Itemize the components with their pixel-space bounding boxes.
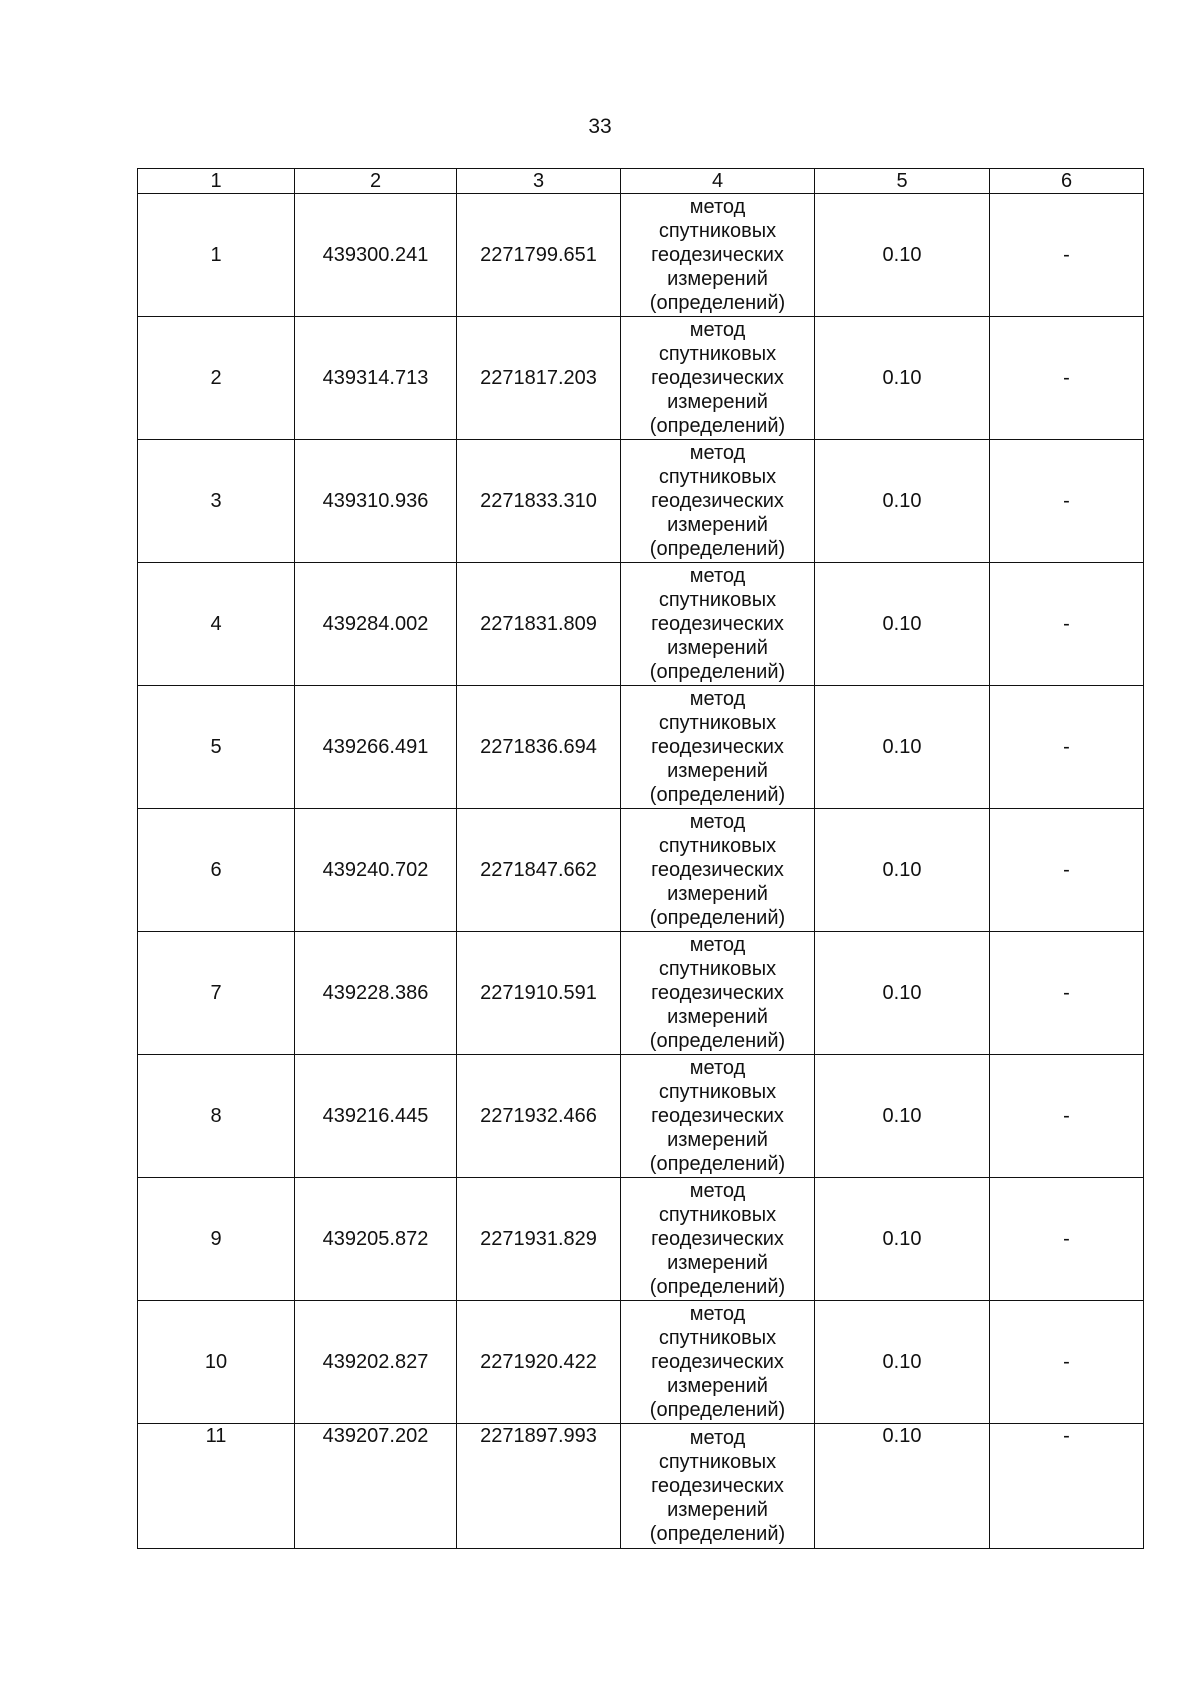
method-line: метод (689, 196, 746, 218)
method-line: измерений (667, 1006, 768, 1028)
method-line: геодезических (651, 613, 784, 635)
y-coordinate-cell: 2271910.591 (457, 932, 621, 1055)
method-line: метод (689, 811, 746, 833)
method-line: спутниковых (658, 1451, 777, 1473)
y-coordinate-cell: 2271932.466 (457, 1055, 621, 1178)
method-line: геодезических (651, 859, 784, 881)
x-coordinate-cell: 439228.386 (295, 932, 457, 1055)
method-line: спутниковых (658, 835, 777, 857)
y-coordinate-cell: 2271831.809 (457, 563, 621, 686)
point-number-cell: 6 (138, 809, 295, 932)
table-row (138, 1301, 1144, 1424)
method-cell (621, 1301, 815, 1424)
table-row (138, 809, 1144, 932)
method-line: геодезических (651, 244, 784, 266)
method-line: спутниковых (658, 958, 777, 980)
y-coordinate-cell: 2271833.310 (457, 440, 621, 563)
accuracy-cell: 0.10 (815, 317, 990, 440)
note-cell: - (990, 686, 1144, 809)
method-cell (621, 932, 815, 1055)
table-row (138, 1424, 1144, 1549)
method-cell (621, 563, 815, 686)
method-line: спутниковых (658, 220, 777, 242)
accuracy-cell: 0.10 (815, 440, 990, 563)
method-line: (определений) (649, 1523, 786, 1545)
method-cell (621, 1055, 815, 1178)
x-coordinate-cell: 439202.827 (295, 1301, 457, 1424)
x-coordinate-cell: 439314.713 (295, 317, 457, 440)
method-line: измерений (667, 1252, 768, 1274)
method-line: геодезических (651, 1475, 784, 1497)
column-header: 5 (815, 169, 990, 194)
y-coordinate-cell: 2271931.829 (457, 1178, 621, 1301)
point-number-cell: 2 (138, 317, 295, 440)
table-row (138, 440, 1144, 563)
note-cell: - (990, 1301, 1144, 1424)
point-number-cell: 11 (138, 1424, 295, 1549)
column-header: 6 (990, 169, 1144, 194)
method-cell (621, 194, 815, 317)
method-line: спутниковых (658, 1327, 777, 1349)
note-cell: - (990, 317, 1144, 440)
method-line: метод (689, 319, 746, 341)
method-line: измерений (667, 1129, 768, 1151)
column-header: 4 (621, 169, 815, 194)
accuracy-cell: 0.10 (815, 1178, 990, 1301)
note-cell: - (990, 1178, 1144, 1301)
point-number-cell: 3 (138, 440, 295, 563)
accuracy-cell: 0.10 (815, 686, 990, 809)
method-line: геодезических (651, 1228, 784, 1250)
method-line: (определений) (649, 661, 786, 683)
method-line: геодезических (651, 490, 784, 512)
table-row (138, 1055, 1144, 1178)
method-line: спутниковых (658, 712, 777, 734)
method-cell (621, 686, 815, 809)
table-header-row (138, 169, 1144, 194)
method-line: измерений (667, 637, 768, 659)
accuracy-cell: 0.10 (815, 932, 990, 1055)
accuracy-cell: 0.10 (815, 1424, 990, 1549)
point-number-cell: 8 (138, 1055, 295, 1178)
method-line: измерений (667, 514, 768, 536)
method-cell (621, 317, 815, 440)
method-cell (621, 1424, 815, 1549)
method-line: геодезических (651, 1351, 784, 1373)
accuracy-cell: 0.10 (815, 194, 990, 317)
method-cell (621, 809, 815, 932)
point-number-cell: 9 (138, 1178, 295, 1301)
page-number: 33 (588, 115, 612, 138)
note-cell: - (990, 1424, 1144, 1549)
y-coordinate-cell: 2271847.662 (457, 809, 621, 932)
method-line: (определений) (649, 1399, 786, 1421)
point-number-cell: 10 (138, 1301, 295, 1424)
y-coordinate-cell: 2271817.203 (457, 317, 621, 440)
column-header: 2 (295, 169, 457, 194)
method-line: измерений (667, 1499, 768, 1521)
column-header: 1 (138, 169, 295, 194)
method-line: измерений (667, 268, 768, 290)
method-line: (определений) (649, 1276, 786, 1298)
x-coordinate-cell: 439207.202 (295, 1424, 457, 1549)
point-number-cell: 4 (138, 563, 295, 686)
note-cell: - (990, 440, 1144, 563)
x-coordinate-cell: 439240.702 (295, 809, 457, 932)
point-number-cell: 7 (138, 932, 295, 1055)
note-cell: - (990, 1055, 1144, 1178)
table-row (138, 686, 1144, 809)
method-line: метод (689, 442, 746, 464)
note-cell: - (990, 563, 1144, 686)
table-row (138, 563, 1144, 686)
method-line: измерений (667, 760, 768, 782)
method-cell (621, 1178, 815, 1301)
y-coordinate-cell: 2271836.694 (457, 686, 621, 809)
method-line: спутниковых (658, 466, 777, 488)
accuracy-cell: 0.10 (815, 809, 990, 932)
accuracy-cell: 0.10 (815, 563, 990, 686)
method-line: (определений) (649, 784, 786, 806)
method-line: метод (689, 1057, 746, 1079)
method-cell (621, 440, 815, 563)
x-coordinate-cell: 439216.445 (295, 1055, 457, 1178)
note-cell: - (990, 194, 1144, 317)
note-cell: - (990, 809, 1144, 932)
table-body (138, 194, 1144, 1549)
method-line: метод (689, 1180, 746, 1202)
method-line: геодезических (651, 367, 784, 389)
method-line: (определений) (649, 415, 786, 437)
point-number-cell: 5 (138, 686, 295, 809)
coordinates-table (137, 168, 1144, 1549)
method-line: метод (689, 934, 746, 956)
table-row (138, 932, 1144, 1055)
table-row (138, 1178, 1144, 1301)
y-coordinate-cell: 2271897.993 (457, 1424, 621, 1549)
method-line: геодезических (651, 736, 784, 758)
table-row (138, 317, 1144, 440)
method-line: геодезических (651, 982, 784, 1004)
accuracy-cell: 0.10 (815, 1055, 990, 1178)
note-cell: - (990, 932, 1144, 1055)
method-line: измерений (667, 883, 768, 905)
method-line: измерений (667, 1375, 768, 1397)
table-row (138, 194, 1144, 317)
method-line: (определений) (649, 292, 786, 314)
method-line: (определений) (649, 538, 786, 560)
method-line: (определений) (649, 1153, 786, 1175)
y-coordinate-cell: 2271920.422 (457, 1301, 621, 1424)
accuracy-cell: 0.10 (815, 1301, 990, 1424)
method-line: спутниковых (658, 1081, 777, 1103)
method-line: метод (689, 688, 746, 710)
y-coordinate-cell: 2271799.651 (457, 194, 621, 317)
method-line: измерений (667, 391, 768, 413)
method-line: (определений) (649, 907, 786, 929)
method-line: спутниковых (658, 343, 777, 365)
method-line: метод (689, 1303, 746, 1325)
method-line: метод (689, 565, 746, 587)
x-coordinate-cell: 439266.491 (295, 686, 457, 809)
x-coordinate-cell: 439300.241 (295, 194, 457, 317)
method-line: геодезических (651, 1105, 784, 1127)
point-number-cell: 1 (138, 194, 295, 317)
method-line: спутниковых (658, 1204, 777, 1226)
method-line: (определений) (649, 1030, 786, 1052)
x-coordinate-cell: 439310.936 (295, 440, 457, 563)
x-coordinate-cell: 439205.872 (295, 1178, 457, 1301)
column-header: 3 (457, 169, 621, 194)
method-line: спутниковых (658, 589, 777, 611)
x-coordinate-cell: 439284.002 (295, 563, 457, 686)
method-line: метод (689, 1427, 746, 1449)
